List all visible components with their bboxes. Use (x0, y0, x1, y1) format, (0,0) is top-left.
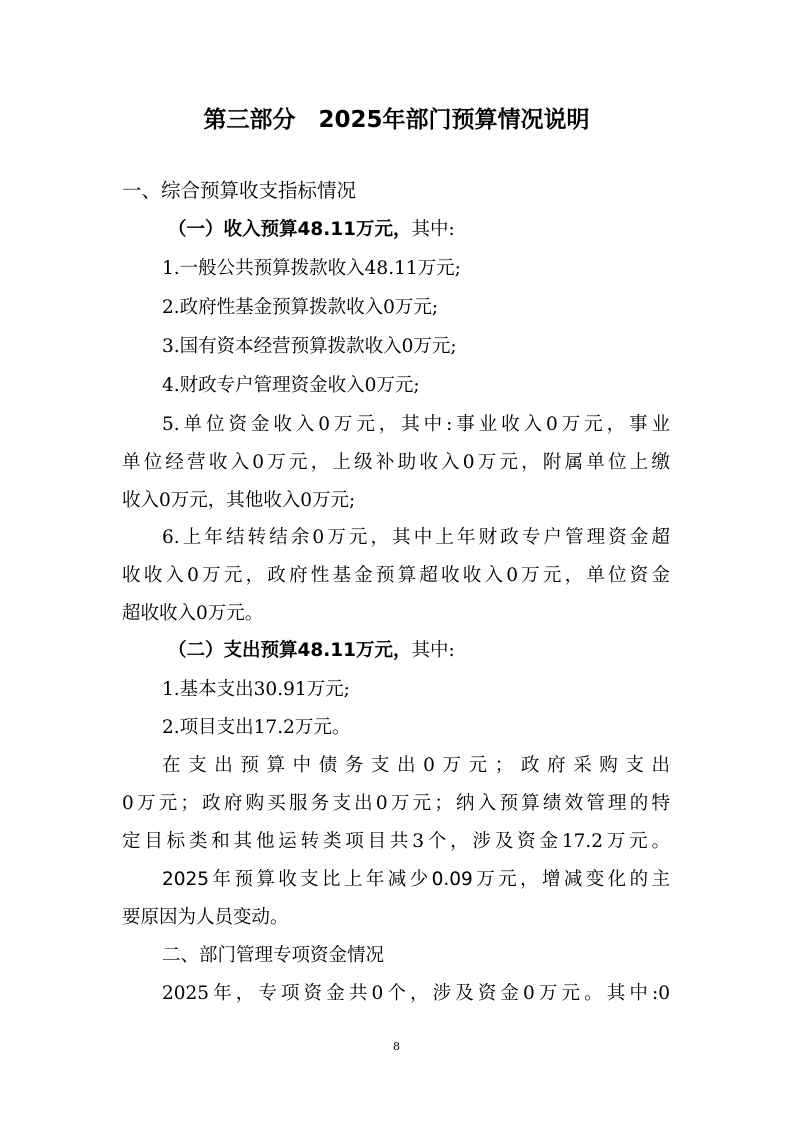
expense-note-line3: 定目标类和其他运转类项目共3个，涉及资金17.2万元。 (122, 831, 670, 852)
expense-item-1: 1.基本支出30.91万元; (162, 679, 350, 700)
income-item-6-line1: 6.上年结转结余0万元，其中上年财政专户管理资金超 (162, 527, 670, 548)
income-item-5-line1: 5.单位资金收入0万元，其中:事业收入0万元，事业 (162, 414, 670, 435)
page-title: 第三部分 2025年部门预算情况说明 (203, 107, 590, 133)
section2-heading: 二、部门管理专项资金情况 (162, 945, 385, 966)
page-number: 8 (393, 1040, 400, 1053)
income-item-6-line2: 收收入0万元，政府性基金预算超收收入0万元，单位资金 (122, 565, 670, 586)
budget-change-line1: 2025年预算收支比上年减少0.09万元，增减变化的主 (162, 869, 670, 890)
income-item-6-line3: 超收收入0万元。 (122, 603, 264, 624)
income-item-4: 4.财政专户管理资金收入0万元; (162, 375, 420, 396)
income-item-5-line3: 收入0万元，其他收入0万元; (122, 490, 356, 511)
expense-note-line2: 0万元；政府购买服务支出0万元；纳入预算绩效管理的特 (122, 793, 670, 814)
income-item-1: 1.一般公共预算拨款收入48.11万元; (162, 258, 461, 279)
income-heading-line (168, 217, 455, 243)
expense-heading-line (168, 638, 455, 664)
expense-note-line1: 在支出预算中债务支出0万元；政府采购支出 (162, 755, 670, 776)
income-item-2: 2.政府性基金预算拨款收入0万元; (162, 297, 439, 318)
income-item-3: 3.国有资本经营预算拨款收入0万元; (162, 336, 457, 357)
expense-item-2: 2.项目支出17.2万元。 (162, 717, 351, 738)
expense-heading: （二）支出预算48.11万元， (168, 640, 412, 661)
section2-line1: 2025年，专项资金共0个，涉及资金0万元。其中:0 (162, 983, 670, 1004)
section1-heading: 一、综合预算收支指标情况 (122, 179, 357, 202)
income-item-5-line2: 单位经营收入0万元，上级补助收入0万元，附属单位上缴 (122, 452, 670, 473)
income-heading-tail: 其中: (411, 219, 455, 240)
budget-change-line2: 要原因为人员变动。 (122, 907, 289, 928)
expense-heading-tail: 其中: (411, 640, 455, 661)
income-heading: （一）收入预算48.11万元， (168, 219, 412, 240)
